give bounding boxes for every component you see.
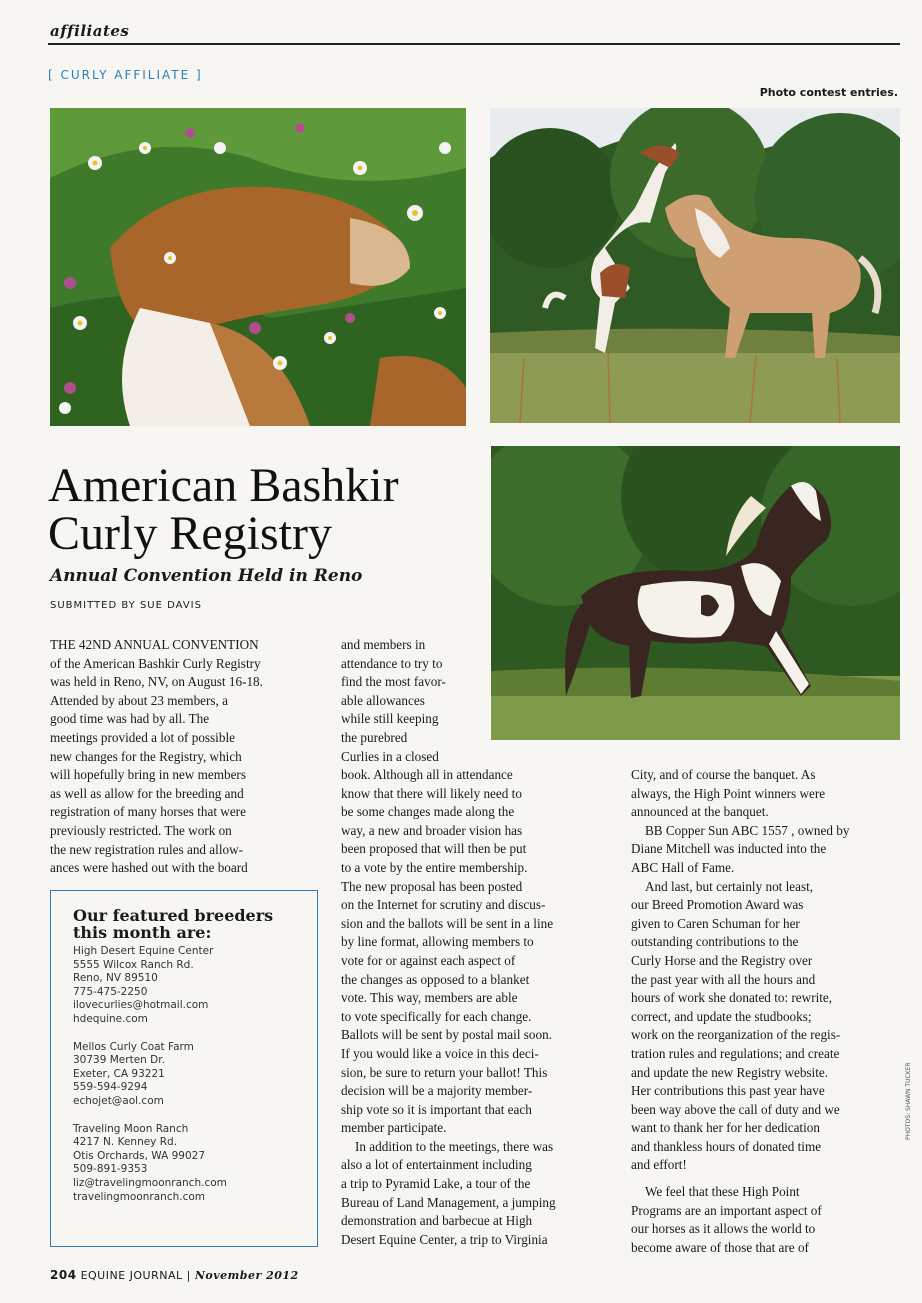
breeder-street: 4217 N. Kenney Rd. [73, 1136, 178, 1149]
text-line: and update the new Registry website. [631, 1064, 829, 1080]
issue-date: November 2012 [194, 1269, 299, 1282]
body-column-3 [631, 766, 906, 1257]
text-line: been proposed that will then be put [341, 841, 527, 857]
featured-breeders-box [50, 890, 318, 1247]
breeder-name: Traveling Moon Ranch [73, 1122, 189, 1135]
text-line: the purebred [341, 729, 408, 745]
text-line: find the most favor- [341, 674, 446, 690]
title-line-1: American Bashkir [48, 459, 399, 512]
text-line: sion, be sure to return your ballot! This [341, 1064, 548, 1080]
breeder-website: hdequine.com [73, 1012, 148, 1025]
page-folio [50, 1268, 299, 1282]
text-line: ances were hashed out with the board [50, 860, 248, 876]
title-line-2: Curly Registry [48, 507, 332, 560]
text-line: our horses as it allows the world to [631, 1221, 816, 1237]
text-line: THE 42ND ANNUAL CONVENTION [50, 637, 259, 652]
magazine-name: EQUINE JOURNAL [80, 1269, 183, 1282]
breeder-name: Mellos Curly Coat Farm [73, 1040, 194, 1053]
text-line: was held in Reno, NV, on August 16-18. [50, 674, 263, 690]
breeder-entry [73, 1123, 307, 1205]
text-line: decision will be a majority member- [341, 1083, 533, 1099]
text-line: ship vote so it is important that each [341, 1101, 532, 1117]
text-line: member participate. [341, 1120, 447, 1136]
breeder-city: Reno, NV 89510 [73, 972, 158, 985]
photo-caption: Photo contest entries. [759, 86, 898, 99]
breeder-email: liz@travelingmoonranch.com [73, 1176, 227, 1189]
text-line: Curlies in a closed [341, 748, 439, 764]
text-line: sion and the ballots will be sent in a line [341, 915, 554, 931]
text-line: Desert Equine Center, a trip to Virginia [341, 1231, 548, 1247]
text-line: to a vote by the entire membership. [341, 859, 528, 875]
breeders-heading-line-2: this month are: [73, 923, 212, 942]
text-line: And last, but certainly not least, [645, 878, 814, 894]
text-line: announced at the banquet. [631, 804, 769, 820]
text-line: ABC Hall of Fame. [631, 859, 735, 875]
text-line: correct, and update the studbooks; [631, 1008, 812, 1024]
breeder-city: Exeter, CA 93221 [73, 1067, 165, 1080]
text-line: been way above the call of duty and we [631, 1101, 840, 1117]
text-line: become aware of those that are of [631, 1239, 809, 1255]
text-line: The new proposal has been posted [341, 878, 523, 894]
article-subtitle: Annual Convention Held in Reno [50, 566, 363, 586]
text-line: and effort! [631, 1157, 687, 1173]
text-line: vote. This way, members are able [341, 990, 518, 1006]
text-line: Curly Horse and the Registry over [631, 952, 813, 968]
text-line: while still keeping [341, 711, 439, 727]
text-line: the past year with all the hours and [631, 971, 816, 987]
body-column-2-top [341, 636, 486, 766]
text-line: of the American Bashkir Curly Registry [50, 655, 261, 671]
section-label: affiliates [50, 22, 130, 40]
text-line: way, a new and broader vision has [341, 822, 523, 838]
breeders-heading [73, 907, 307, 941]
text-line: good time was had by all. The [50, 711, 210, 727]
text-line: the new registration rules and allow- [50, 841, 243, 857]
text-line: If you would like a voice in this deci- [341, 1045, 539, 1061]
text-line: the changes as opposed to a blanket [341, 971, 530, 987]
breeder-phone: 509-891-9353 [73, 1163, 148, 1176]
text-line: book. Although all in attendance [341, 767, 513, 782]
text-line: a trip to Pyramid Lake, a tour of the [341, 1176, 531, 1192]
affiliate-tag: [ CURLY AFFILIATE ] [48, 68, 203, 82]
text-line: be some changes made along the [341, 804, 515, 820]
breeder-phone: 775-475-2250 [73, 985, 148, 998]
breeder-street: 30739 Merten Dr. [73, 1054, 165, 1067]
breeder-phone: 559-594-9294 [73, 1081, 148, 1094]
text-line: will hopefully bring in new members [50, 767, 246, 783]
text-line: hours of work she donated to: rewrite, [631, 990, 833, 1006]
folio-divider: | [186, 1269, 191, 1282]
byline: SUBMITTED BY SUE DAVIS [50, 600, 202, 611]
breeder-entry [73, 945, 307, 1027]
text-line: vote for or against each aspect of [341, 952, 516, 968]
text-line: by line format, allowing members to [341, 934, 534, 950]
text-line: Her contributions this past year have [631, 1083, 825, 1099]
text-line: attendance to try to [341, 655, 443, 671]
breeders-heading-line-1: Our featured breeders [73, 906, 274, 925]
text-line: Diane Mitchell was inducted into the [631, 841, 827, 857]
text-line: Ballots will be sent by postal mail soon. [341, 1027, 552, 1043]
text-line: to vote specifically for each change. [341, 1008, 532, 1024]
text-line: want to thank her for her dedication [631, 1120, 820, 1136]
text-line: In addition to the meetings, there was [355, 1138, 554, 1154]
header-rule [48, 43, 900, 45]
text-line: We feel that these High Point [645, 1184, 800, 1200]
text-line: on the Internet for scrutiny and discus- [341, 897, 546, 913]
text-line: new changes for the Registry, which [50, 748, 242, 764]
text-line: BB Copper Sun ABC 1557 , owned by [645, 822, 850, 838]
text-line: Programs are an important aspect of [631, 1202, 822, 1218]
breeder-email: ilovecurlies@hotmail.com [73, 999, 209, 1012]
text-line: previously restricted. The work on [50, 822, 232, 838]
text-line: our Breed Promotion Award was [631, 897, 804, 913]
sleeping-foal-photo [50, 108, 466, 426]
text-line: Bureau of Land Management, a jumping [341, 1194, 556, 1210]
text-line: able allowances [341, 692, 425, 708]
text-line: know that there will likely need to [341, 785, 522, 801]
text-line: as well as allow for the breeding and [50, 785, 244, 801]
body-column-1 [50, 636, 320, 878]
text-line: demonstration and barbecue at High [341, 1213, 533, 1229]
breeder-website: travelingmoonranch.com [73, 1190, 206, 1203]
breeder-entry [73, 1041, 307, 1109]
breeder-city: Otis Orchards, WA 99027 [73, 1149, 205, 1162]
text-line: always, the High Point winners were [631, 785, 826, 801]
article-title [48, 459, 488, 560]
text-line: given to Caren Schuman for her [631, 915, 800, 931]
text-line: City, and of course the banquet. As [631, 767, 816, 782]
breeder-street: 5555 Wilcox Ranch Rd. [73, 958, 194, 971]
text-line: Attended by about 23 members, a [50, 692, 228, 708]
photo-credit: PHOTOS: SHAWN TUCKER [905, 1062, 912, 1140]
text-line: work on the reorganization of the regis- [631, 1027, 841, 1043]
text-line: tration rules and regulations; and create [631, 1045, 840, 1061]
text-line: outstanding contributions to the [631, 934, 799, 950]
breeder-name: High Desert Equine Center [73, 945, 214, 957]
text-line: meetings provided a lot of possible [50, 729, 235, 745]
text-line: and thankless hours of donated time [631, 1138, 822, 1154]
breeder-email: echojet@aol.com [73, 1094, 164, 1107]
text-line: also a lot of entertainment including [341, 1157, 532, 1173]
page-number: 204 [50, 1268, 77, 1282]
foals-playing-photo [490, 108, 900, 423]
text-line: and members in [341, 637, 426, 652]
body-column-2 [341, 766, 621, 1249]
pinto-horse-photo [491, 446, 900, 740]
text-line: registration of many horses that were [50, 804, 246, 820]
